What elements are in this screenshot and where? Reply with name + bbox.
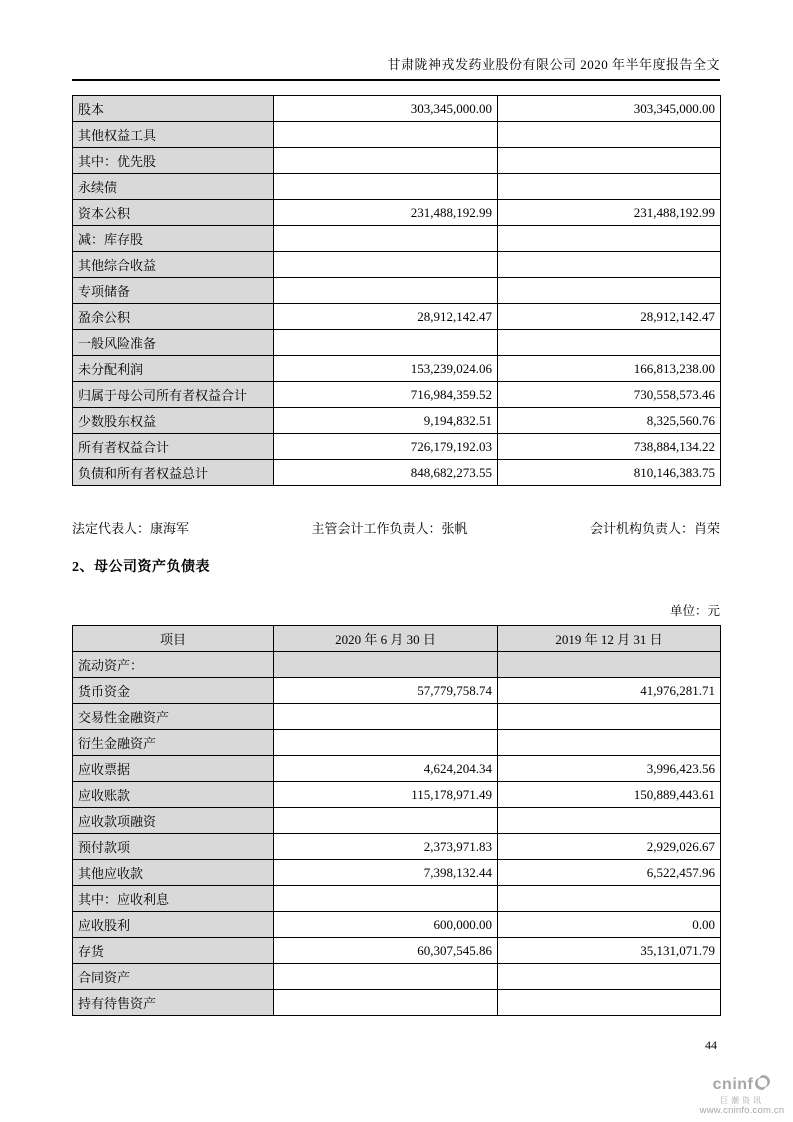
section-title: 2、母公司资产负债表 [72,560,210,575]
row-value: 60,307,545.86 [274,938,498,964]
row-value [498,730,721,756]
row-label: 交易性金融资产 [73,704,274,730]
row-value [498,990,721,1016]
row-label: 流动资产： [73,652,274,678]
row-label: 股本 [73,96,274,122]
table-row [73,860,721,886]
table-row [73,678,721,704]
table-row [73,174,721,200]
table-row [73,330,721,356]
table-row [73,460,721,486]
row-value: 8,325,560.76 [498,408,721,434]
row-value [498,252,721,278]
table-row [73,990,721,1016]
row-label: 所有者权益合计 [73,434,274,460]
chief-accountant: 主管会计工作负责人：张帆 [311,521,468,536]
row-label: 持有待售资产 [73,990,274,1016]
row-value [274,174,498,200]
table-row [73,200,721,226]
row-label: 应收款项融资 [73,808,274,834]
row-label: 存货 [73,938,274,964]
column-header-2019: 2019 年 12 月 31 日 [498,626,721,652]
row-value: 41,976,281.71 [498,678,721,704]
row-value: 726,179,192.03 [274,434,498,460]
table-row [73,226,721,252]
row-value: 303,345,000.00 [274,96,498,122]
row-label: 永续债 [73,174,274,200]
column-header-2020: 2020 年 6 月 30 日 [274,626,498,652]
row-value [498,704,721,730]
row-value: 730,558,573.46 [498,382,721,408]
row-value [274,704,498,730]
row-value: 6,522,457.96 [498,860,721,886]
row-label: 合同资产 [73,964,274,990]
row-label: 其中：应收利息 [73,886,274,912]
row-value [498,122,721,148]
table-row [73,408,721,434]
table-row [73,756,721,782]
row-value: 810,146,383.75 [498,460,721,486]
row-value [274,730,498,756]
row-value: 28,912,142.47 [274,304,498,330]
row-value: 153,239,024.06 [274,356,498,382]
row-value: 4,624,204.34 [274,756,498,782]
row-value: 3,996,423.56 [498,756,721,782]
accounting-dept-head: 会计机构负责人：肖荣 [589,521,720,536]
row-value [498,174,721,200]
row-label: 专项储备 [73,278,274,304]
equity-continuation-table [72,95,721,486]
row-value: 303,345,000.00 [498,96,721,122]
row-value: 848,682,273.55 [274,460,498,486]
row-label: 资本公积 [73,200,274,226]
table-header-row [73,626,721,652]
row-value [498,148,721,174]
row-value [274,808,498,834]
row-value: 115,178,971.49 [274,782,498,808]
row-value [498,964,721,990]
table-row [73,912,721,938]
row-value [274,278,498,304]
row-label: 一般风险准备 [73,330,274,356]
row-label: 衍生金融资产 [73,730,274,756]
row-value: 166,813,238.00 [498,356,721,382]
table-row [73,356,721,382]
row-label: 其他应收款 [73,860,274,886]
signature-line [72,518,720,537]
row-label: 应收账款 [73,782,274,808]
row-label: 盈余公积 [73,304,274,330]
row-value [274,226,498,252]
table-row [73,96,721,122]
row-value: 231,488,192.99 [498,200,721,226]
row-label: 减：库存股 [73,226,274,252]
row-label: 其他综合收益 [73,252,274,278]
row-value [274,148,498,174]
row-value [274,964,498,990]
table-row [73,252,721,278]
page-number: 44 [705,1038,717,1052]
table-row [73,782,721,808]
table-row [73,730,721,756]
row-value: 2,373,971.83 [274,834,498,860]
row-label: 负债和所有者权益总计 [73,460,274,486]
column-header-item: 项目 [73,626,274,652]
table-row [73,652,721,678]
row-value: 231,488,192.99 [274,200,498,226]
table-row [73,938,721,964]
row-value [274,122,498,148]
row-label: 其他权益工具 [73,122,274,148]
row-value [498,330,721,356]
row-value [274,330,498,356]
cninfo-swirl-icon [754,1074,771,1096]
table-row [73,278,721,304]
row-value: 57,779,758.74 [274,678,498,704]
table-row [73,382,721,408]
row-value [498,278,721,304]
row-value: 738,884,134.22 [498,434,721,460]
row-label: 预付款项 [73,834,274,860]
row-value: 0.00 [498,912,721,938]
row-value: 28,912,142.47 [498,304,721,330]
row-label: 应收股利 [73,912,274,938]
cninfo-brand-text: cninf [712,1076,754,1093]
row-value: 7,398,132.44 [274,860,498,886]
row-value [274,886,498,912]
cninfo-logo [694,1074,790,1117]
table-row [73,122,721,148]
row-value: 2,929,026.67 [498,834,721,860]
parent-balance-sheet-table [72,625,721,1016]
row-value [498,226,721,252]
cninfo-url: www.cninfo.com.cn [699,1105,785,1117]
row-value [498,886,721,912]
table-row [73,808,721,834]
cninfo-subtitle: 巨潮资讯 [720,1095,764,1105]
unit-label: 单位：元 [669,604,720,618]
row-value: 150,889,443.61 [498,782,721,808]
row-label: 归属于母公司所有者权益合计 [73,382,274,408]
row-value [274,652,498,678]
row-value: 9,194,832.51 [274,408,498,434]
table-row [73,148,721,174]
row-value [498,652,721,678]
table-row [73,834,721,860]
row-label: 货币资金 [73,678,274,704]
table-row [73,886,721,912]
row-value: 600,000.00 [274,912,498,938]
table-row [73,434,721,460]
row-label: 其中：优先股 [73,148,274,174]
table-row [73,704,721,730]
row-value: 35,131,071.79 [498,938,721,964]
legal-representative: 法定代表人：康海军 [72,521,190,536]
row-label: 应收票据 [73,756,274,782]
row-value [274,252,498,278]
row-value [498,808,721,834]
row-value [274,990,498,1016]
table-row [73,964,721,990]
row-value: 716,984,359.52 [274,382,498,408]
row-label: 少数股东权益 [73,408,274,434]
running-header: 甘肃陇神戎发药业股份有限公司 2020 年半年度报告全文 [72,54,720,81]
row-label: 未分配利润 [73,356,274,382]
table-row [73,304,721,330]
